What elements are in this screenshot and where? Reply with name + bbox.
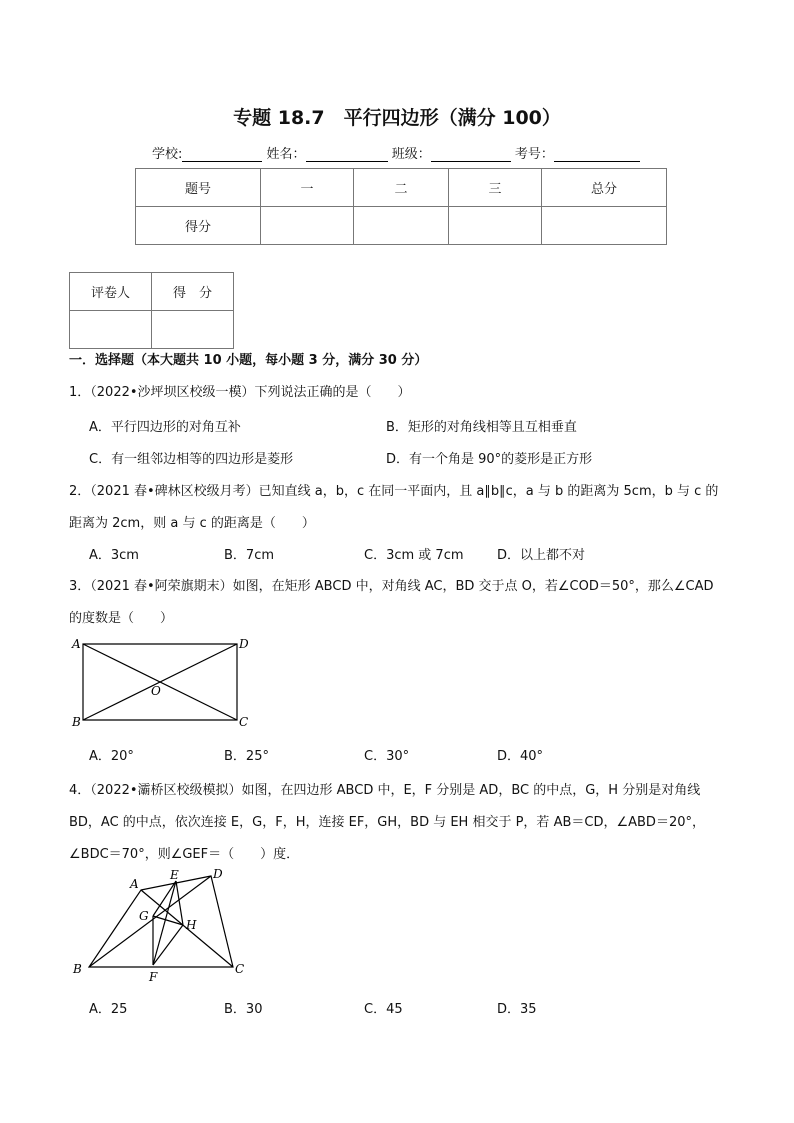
q3-option-c[interactable]: C．30°	[364, 749, 410, 764]
label-d: D	[239, 637, 249, 651]
score-row-label: 得分	[136, 207, 261, 245]
q2-option-d[interactable]: D．以上都不对	[497, 548, 586, 563]
exam-no-label: 考号：	[514, 147, 554, 162]
q1-option-a[interactable]: A．平行四边形的对角互补	[89, 420, 241, 435]
q3-option-d[interactable]: D．40°	[497, 749, 544, 764]
score-table	[135, 168, 667, 245]
segment-gh	[153, 916, 183, 925]
q3-option-a[interactable]: A．20°	[89, 749, 134, 764]
label-a: A	[130, 877, 139, 891]
score-header-cell: 总分	[542, 169, 667, 207]
q4-option-a[interactable]: A．25	[89, 1002, 128, 1017]
section-title: 一．选择题（本大题共 10 小题，每小题 3 分，满分 30 分）	[69, 353, 428, 368]
score-header-cell: 一	[261, 169, 354, 207]
q3-option-b[interactable]: B．25°	[224, 749, 269, 764]
segment-ef	[153, 881, 176, 965]
class-label: 班级：	[391, 147, 431, 162]
label-f: F	[149, 970, 158, 984]
question-2-stem: 2．（2021 春•碑林区校级月考）已知直线 a，b，c 在同一平面内，且 a∥b∥c，a 与 b 的距离为 5cm，b 与 c 的距离为 2cm，则 a 与 c 的距离是（ ）	[69, 484, 719, 531]
score-header-cell: 二	[354, 169, 449, 207]
label-c: C	[239, 715, 249, 729]
score-header-cell: 题号	[136, 169, 261, 207]
page-title: 专题 18.7 平行四边形（满分 100）	[233, 107, 561, 129]
score-cell[interactable]	[354, 207, 449, 245]
rectangle-figure	[66, 632, 266, 732]
grader-score-label: 得 分	[152, 273, 234, 311]
label-d: D	[213, 867, 223, 881]
q2-option-a[interactable]: A．3cm	[89, 548, 139, 563]
label-o: O	[151, 684, 161, 698]
label-e: E	[170, 868, 179, 882]
label-g: G	[139, 909, 149, 923]
segment-fh	[153, 925, 183, 965]
label-c: C	[235, 962, 245, 976]
question-4-stem: 4．（2022•灞桥区校级模拟）如图，在四边形 ABCD 中，E，F 分别是 AD，BC 的中点，G，H 分别是对角线 BD，AC 的中点，依次连接 E，G，F，H，连接 EF，GH，BD 与 EH 相交于 P，若 AB＝CD，∠ABD＝20°，∠BDC＝70°，则∠GEF＝（ ）度．	[69, 783, 705, 862]
label-a: A	[72, 637, 81, 651]
score-cell[interactable]	[261, 207, 354, 245]
name-label: 姓名：	[266, 147, 306, 162]
q1-option-d[interactable]: D．有一个角是 90°的菱形是正方形	[386, 452, 593, 467]
score-header-cell: 三	[449, 169, 542, 207]
label-b: B	[72, 715, 81, 729]
school-field[interactable]	[182, 147, 262, 162]
score-cell[interactable]	[542, 207, 667, 245]
segment-he	[176, 881, 183, 925]
q2-option-c[interactable]: C．3cm 或 7cm	[364, 548, 464, 563]
exam-no-field[interactable]	[554, 147, 640, 162]
student-info-line	[152, 143, 640, 162]
q4-option-b[interactable]: B．30	[224, 1002, 263, 1017]
question-1-stem: 1．（2022•沙坪坝区校级一模）下列说法正确的是（ ）	[69, 385, 411, 400]
q1-option-b[interactable]: B．矩形的对角线相等且互相垂直	[386, 420, 577, 435]
quadrilateral-figure	[66, 866, 266, 986]
grader-score-cell[interactable]	[152, 311, 234, 349]
q4-option-d[interactable]: D．35	[497, 1002, 537, 1017]
class-field[interactable]	[431, 147, 511, 162]
score-cell[interactable]	[449, 207, 542, 245]
grader-cell[interactable]	[70, 311, 152, 349]
label-h: H	[186, 918, 197, 932]
q4-option-c[interactable]: C．45	[364, 1002, 403, 1017]
q2-option-b[interactable]: B．7cm	[224, 548, 275, 563]
label-b: B	[73, 962, 82, 976]
name-field[interactable]	[306, 147, 388, 162]
question-3-stem: 3．（2021 春•阿荣旗期末）如图，在矩形 ABCD 中，对角线 AC，BD 交于点 O，若∠COD＝50°，那么∠CAD 的度数是（ ）	[69, 579, 714, 626]
grader-label: 评卷人	[70, 273, 152, 311]
q1-option-c[interactable]: C．有一组邻边相等的四边形是菱形	[89, 452, 294, 467]
grader-table	[69, 272, 234, 349]
school-label: 学校:	[152, 147, 183, 162]
